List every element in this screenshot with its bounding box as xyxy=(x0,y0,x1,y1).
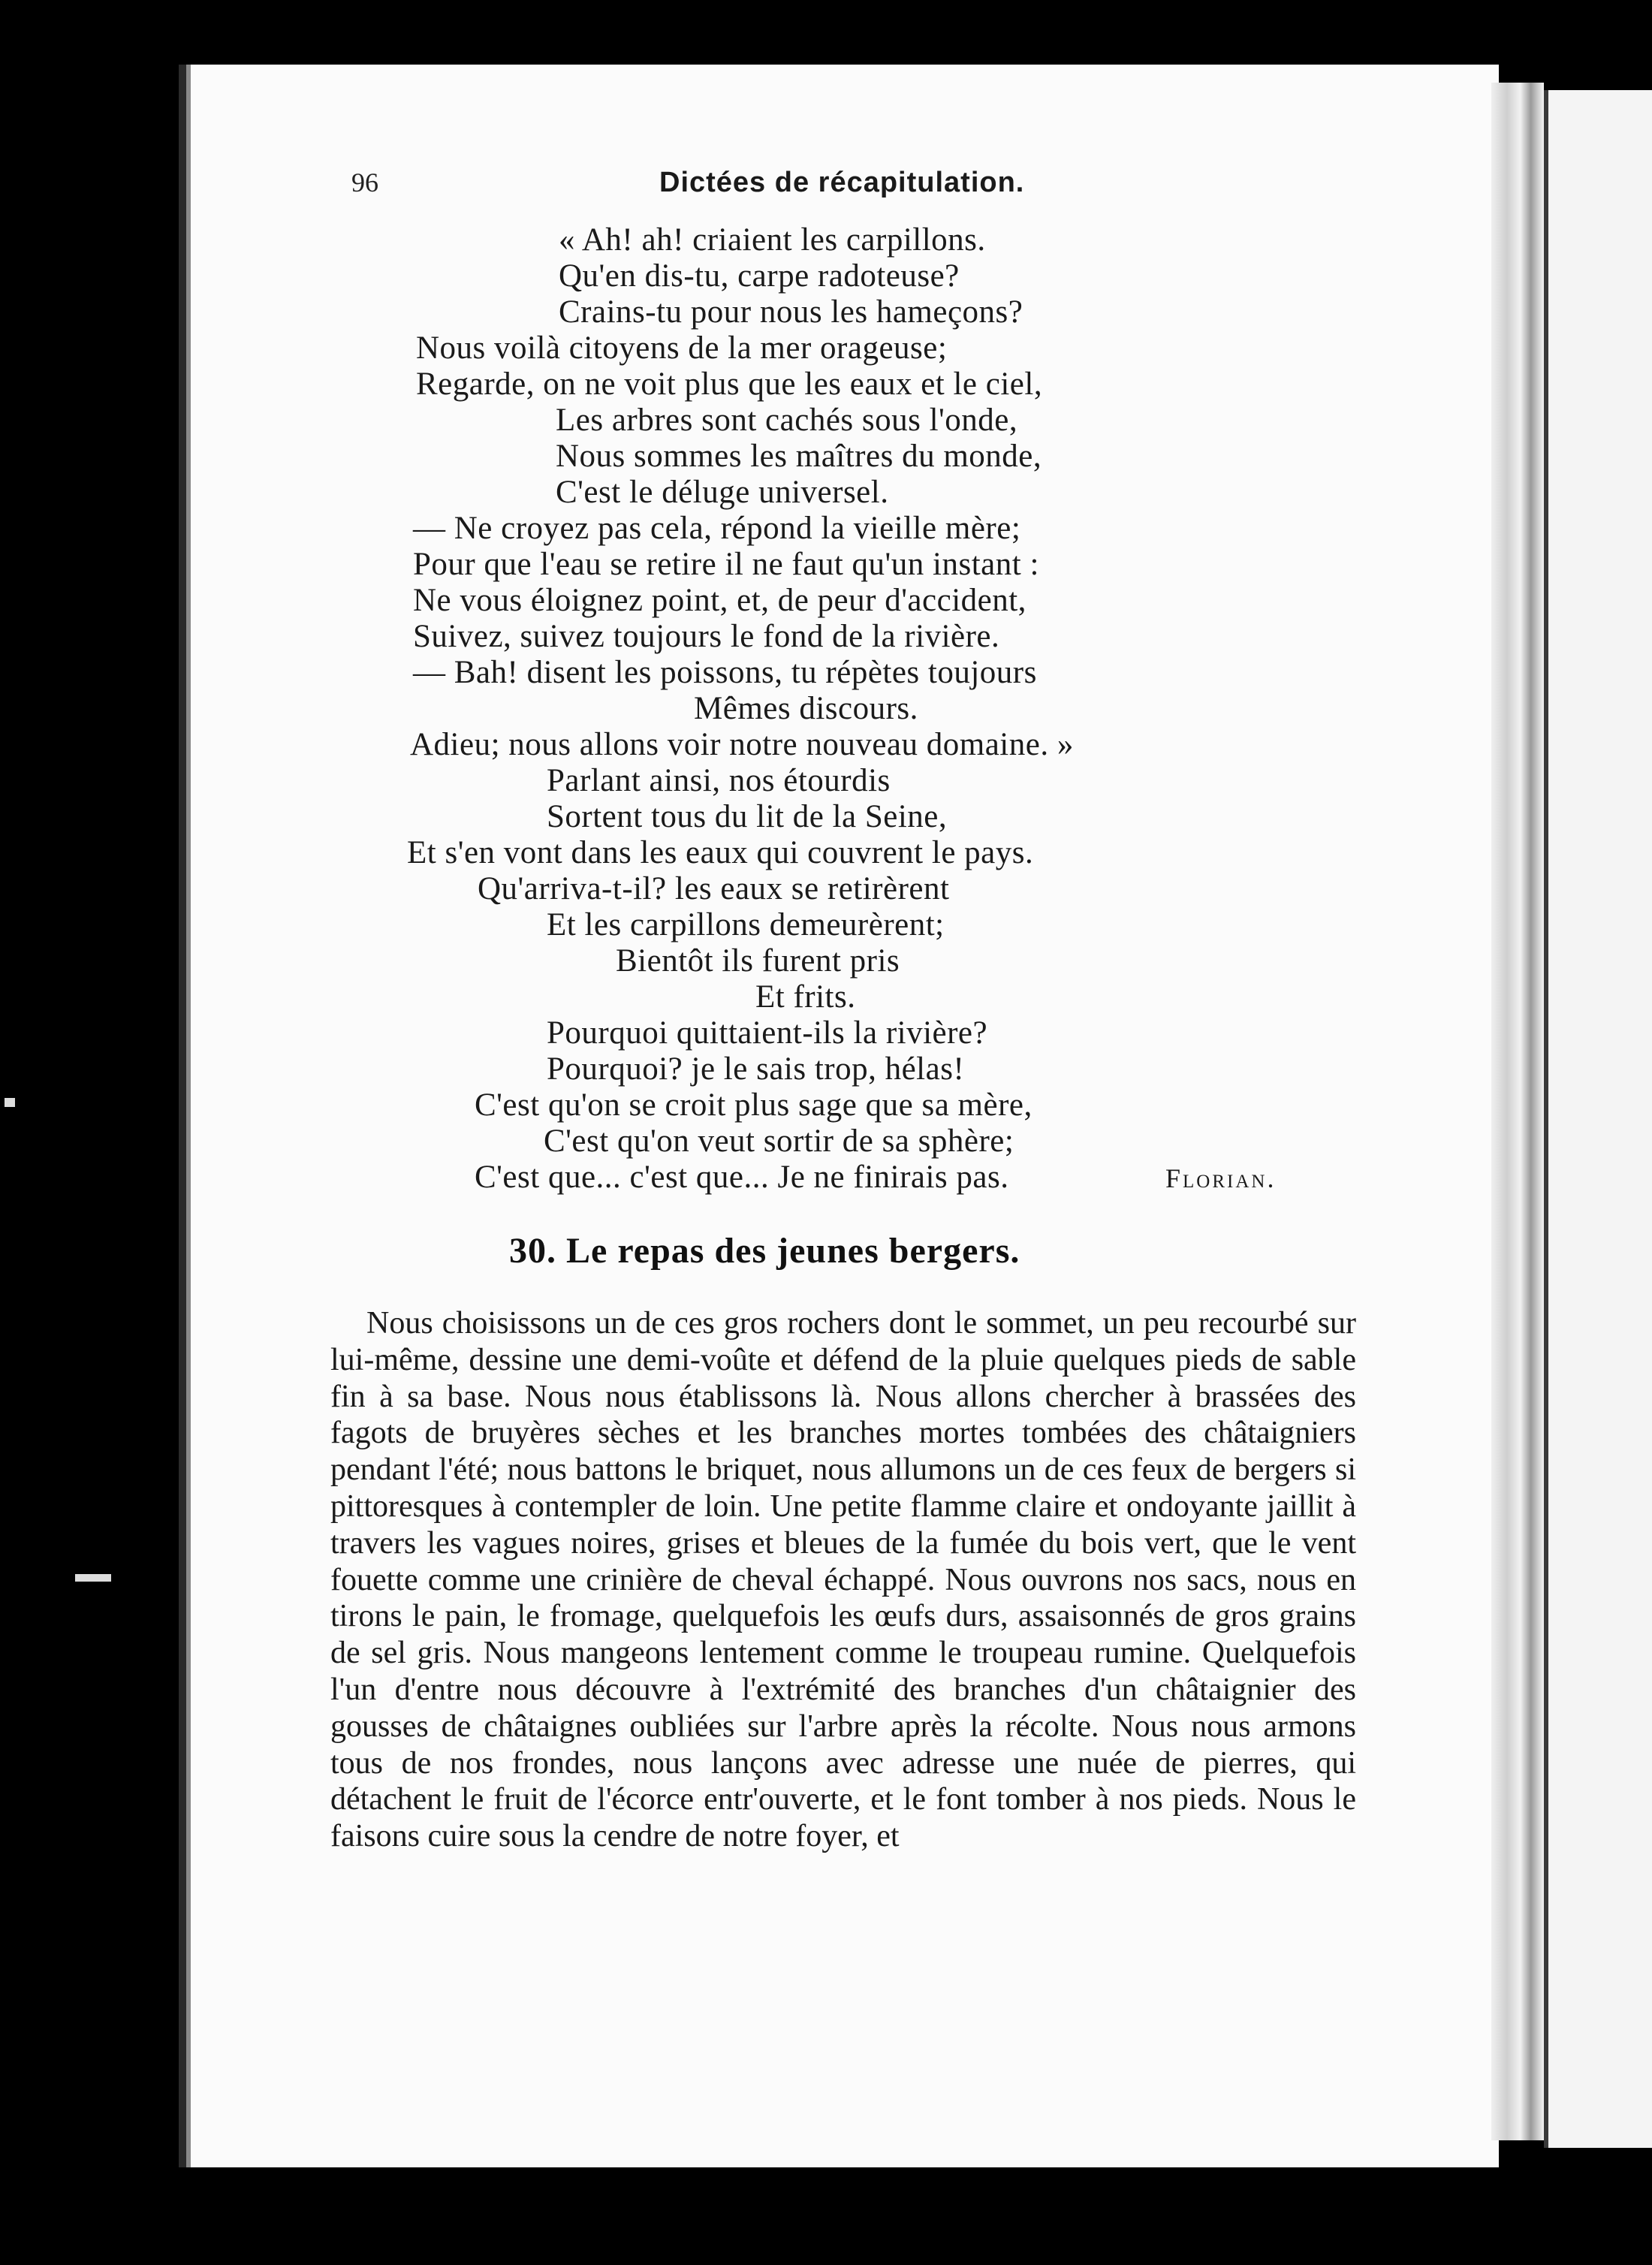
poem-line: Nous voilà citoyens de la mer orageuse; xyxy=(416,330,948,366)
poem-author: Florian. xyxy=(1165,1163,1277,1193)
poem-line: Qu'arriva-t-il? les eaux se retirèrent xyxy=(478,871,950,906)
poem-line: C'est que... c'est que... Je ne finirais pas. xyxy=(475,1160,1009,1195)
poem-line: Qu'en dis-tu, carpe radoteuse? xyxy=(559,258,960,294)
poem-line: Les arbres sont cachés sous l'onde, xyxy=(556,403,1018,438)
poem-line: C'est qu'on veut sortir de sa sphère; xyxy=(544,1123,1014,1159)
poem-line: Mêmes discours. xyxy=(694,691,918,726)
running-title: Dictées de récapitulation. xyxy=(659,167,1025,198)
poem-line: Crains-tu pour nous les hameçons? xyxy=(559,294,1023,330)
poem-line: Parlant ainsi, nos étourdis xyxy=(547,763,891,798)
poem-line: Pourquoi quittaient-ils la rivière? xyxy=(547,1015,988,1051)
page-number: 96 xyxy=(351,167,378,198)
poem-line: Pourquoi? je le sais trop, hélas! xyxy=(547,1051,965,1087)
poem-line: Et frits. xyxy=(755,979,856,1015)
poem-line: Suivez, suivez toujours le fond de la rivière. xyxy=(413,619,1000,654)
poem-line: Nous sommes les maîtres du monde, xyxy=(556,439,1042,474)
poem-line: — Bah! disent les poissons, tu répètes toujours xyxy=(413,655,1037,690)
section-title: 30. Le repas des jeunes bergers. xyxy=(509,1231,1020,1271)
poem-line: Sortent tous du lit de la Seine, xyxy=(547,799,948,834)
poem-line: Adieu; nous allons voir notre nouveau domaine. » xyxy=(410,727,1074,762)
poem-line: Et les carpillons demeurèrent; xyxy=(547,907,945,942)
poem-line: Et s'en vont dans les eaux qui couvrent le pays. xyxy=(407,835,1034,870)
poem-line: C'est qu'on se croit plus sage que sa mère, xyxy=(475,1087,1032,1123)
scan-speck xyxy=(75,1574,111,1582)
poem-line: Regarde, on ne voit plus que les eaux et le ciel, xyxy=(416,366,1043,402)
poem-line: — Ne croyez pas cela, répond la vieille mère; xyxy=(413,511,1021,546)
poem-line: Bientôt ils furent pris xyxy=(616,943,900,979)
section-text: Nous choisissons un de ces gros rochers dont le sommet, un peu recourbé sur lui-même, dessine une demi-voûte et défend de la pluie quelques pieds de sable fin à sa base. Nous nous établissons là. Nous allons chercher à brassées des fagots de bruyères sèches et les branches mortes tombées des châtaigniers pendant l'été; nous battons le briquet, nous allumons un de ces feux de bergers si pittoresques à contempler de loin. Une petite flamme claire et ondoyante jaillit à travers les vagues noires, grises et bleues de la fumée du bois vert, que le vent fouette comme une crinière de cheval échappé. Nous ouvrons nos sacs, nous en tirons le pain, le fromage, quelquefois les œufs durs, assaisonnés de gros grains de sel gris. Nous mangeons lentement comme le troupeau rumine. Quelquefois l'un d'entre nous découvre à l'extrémité des branches d'un châtaignier des gousses de châtaignes oubliées sur l'arbre après la récolte. Nous nous armons tous de nos frondes, nous lançons avec adresse une nuée de pierres, qui détachent le fruit de l'écorce entr'ouverte, et le font tomber à nos pieds. Nous le faisons cuire sous la cendre de notre foyer, et xyxy=(330,1306,1356,1854)
poem-line: « Ah! ah! criaient les carpillons. xyxy=(559,222,986,258)
poem-line: Pour que l'eau se retire il ne faut qu'un instant : xyxy=(413,547,1039,582)
poem-line: C'est le déluge universel. xyxy=(556,475,889,510)
poem-line: Ne vous éloignez point, et, de peur d'accident, xyxy=(413,583,1026,618)
